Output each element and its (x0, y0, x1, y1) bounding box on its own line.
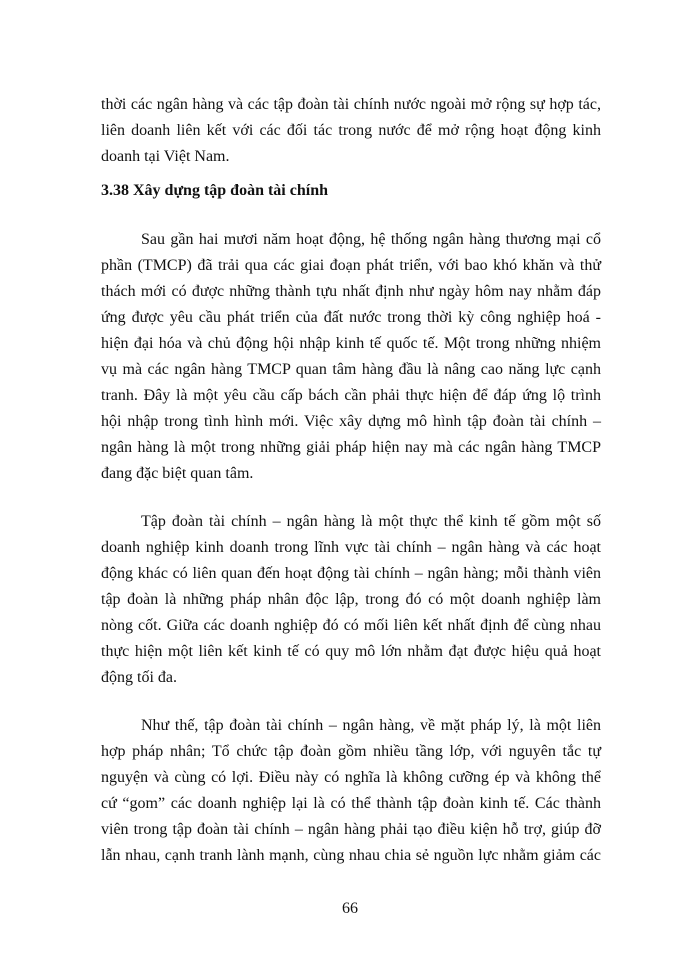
text-line: Tập đoàn tài chính – ngân hàng là một thực thể kinh tế gồm một số (141, 513, 601, 530)
text-line: thách mới có được những thành tựu nhất định như ngày hôm nay nhằm đáp (101, 283, 601, 300)
page-number: 66 (342, 900, 358, 917)
text-line: lẫn nhau, cạnh tranh lành mạnh, cùng nhau chia sẻ nguồn lực nhằm giảm các (101, 847, 601, 864)
text-line: nguyện và cùng có lợi. Điều này có nghĩa là không cưỡng ép và không thể (101, 769, 601, 786)
text-line: doanh tại Việt Nam. (101, 148, 230, 165)
text-line: tập đoàn là những pháp nhân độc lập, trong đó có một doanh nghiệp làm (101, 591, 601, 608)
text-line: Sau gần hai mươi năm hoạt động, hệ thống ngân hàng thương mại cổ (141, 231, 601, 248)
text-line: đang đặc biệt quan tâm. (101, 465, 254, 482)
text-line: động tối đa. (101, 669, 177, 686)
text-line: Như thế, tập đoàn tài chính – ngân hàng, về mặt pháp lý, là một liên (141, 717, 601, 734)
text-line: ngân hàng là một trong những giải pháp hiện nay mà các ngân hàng TMCP (101, 439, 601, 456)
text-line: hiện đại hóa và chủ động hội nhập kinh tế quốc tế. Một trong những nhiệm (101, 335, 601, 352)
text-line: thời các ngân hàng và các tập đoàn tài chính nước ngoài mở rộng sự hợp tác, (101, 96, 601, 113)
text-line: phần (TMCP) đã trải qua các giai đoạn phát triển, với bao khó khăn và thử (101, 257, 601, 274)
section-heading: 3.38 Xây dựng tập đoàn tài chính (101, 182, 328, 199)
text-line: cứ “gom” các doanh nghiệp lại là có thể thành tập đoàn kinh tế. Các thành (101, 795, 601, 812)
text-line: viên trong tập đoàn tài chính – ngân hàng phải tạo điều kiện hỗ trợ, giúp đỡ (101, 821, 601, 838)
text-line: tranh. Đây là một yêu cầu cấp bách cần phải thực hiện để đáp ứng lộ trình (101, 387, 601, 404)
text-line: vụ mà các ngân hàng TMCP quan tâm hàng đầu là nâng cao năng lực cạnh (101, 361, 601, 378)
text-line: ứng được yêu cầu phát triển của đất nước trong thời kỳ công nghiệp hoá - (101, 309, 601, 326)
text-line: liên doanh liên kết với các đối tác trong nước để mở rộng hoạt động kinh (101, 122, 601, 139)
text-line: hội nhập trong tình hình mới. Việc xây dựng mô hình tập đoàn tài chính – (101, 413, 601, 430)
text-line: động khác có liên quan đến hoạt động tài chính – ngân hàng; mỗi thành viên (101, 565, 601, 582)
text-line: thực hiện một liên kết kinh tế có quy mô lớn nhằm đạt được hiệu quả hoạt (101, 643, 601, 660)
text-line: nòng cốt. Giữa các doanh nghiệp đó có mối liên kết nhất định để cùng nhau (101, 617, 601, 634)
text-line: doanh nghiệp kinh doanh trong lĩnh vực tài chính – ngân hàng và các hoạt (101, 539, 601, 556)
text-line: hợp pháp nhân; Tổ chức tập đoàn gồm nhiều tầng lớp, với nguyên tắc tự (101, 743, 601, 760)
